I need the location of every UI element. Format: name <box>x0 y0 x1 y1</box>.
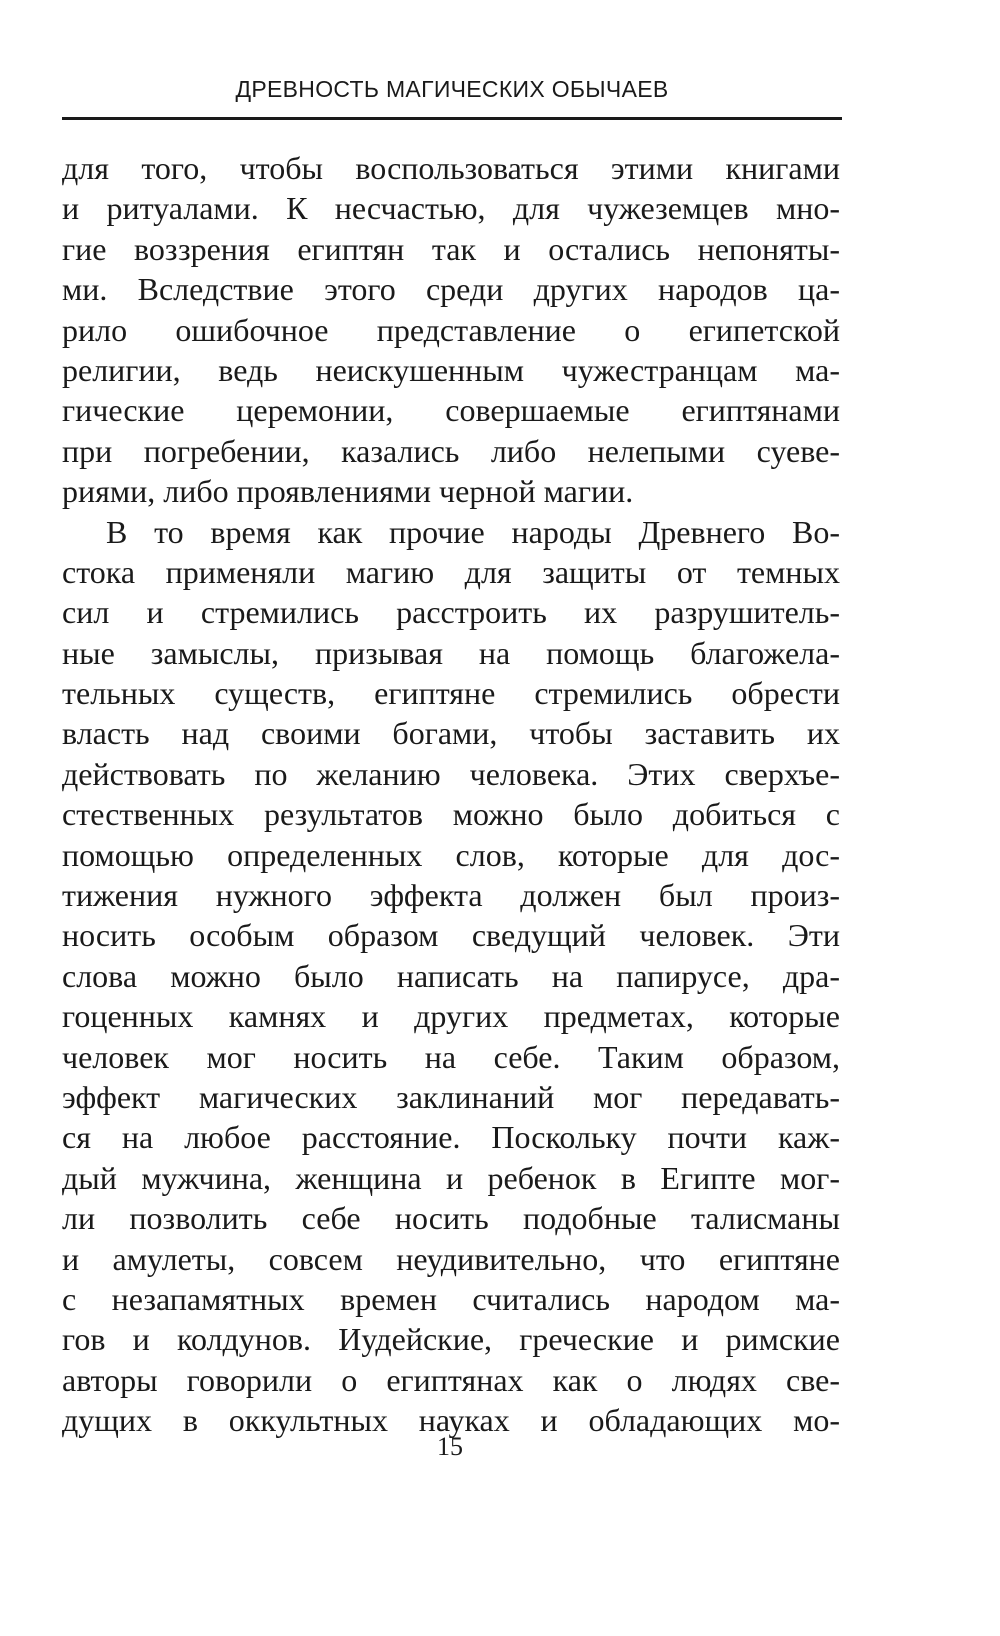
page-number: 15 <box>437 1432 463 1461</box>
text-line: слова можно было написать на папирусе, дра- <box>62 957 840 994</box>
text-line: человек мог носить на себе. Таким образом, <box>62 1038 840 1075</box>
body-text <box>62 148 840 1441</box>
text-line: носить особым образом сведущий человек. Эти <box>62 917 840 954</box>
text-line: ли позволить себе носить подобные талисманы <box>62 1200 840 1237</box>
text-line: рило ошибочное представление о египетской <box>62 311 840 348</box>
text-line: для того, чтобы воспользоваться этими книгами <box>62 150 840 186</box>
text-line: действовать по желанию человека. Этих сверхъе- <box>62 755 840 792</box>
text-line: стественных результатов можно было добиться с <box>62 796 840 833</box>
text-line: риями, либо проявлениями черной магии. <box>62 473 634 510</box>
text-line: дущих в оккультных науках и обладающих мо- <box>62 1402 840 1439</box>
text-line: В то время как прочие народы Древнего Во- <box>106 513 840 550</box>
text-line: гов и колдунов. Иудейские, греческие и римские <box>62 1321 840 1358</box>
text-line: сил и стремились расстроить их разрушитель- <box>62 594 840 631</box>
text-line: стока применяли магию для защиты от темных <box>62 553 840 590</box>
text-line: помощью определенных слов, которые для дос- <box>62 836 840 873</box>
text-line: тижения нужного эффекта должен был произ- <box>62 877 840 914</box>
text-line: ные замыслы, призывая на помощь благожела- <box>62 634 840 671</box>
text-line: эффект магических заклинаний мог передавать- <box>62 1078 840 1115</box>
text-line: и ритуалами. К несчастью, для чужеземцев мно- <box>62 190 840 227</box>
text-line: и амулеты, совсем неудивительно, что египтяне <box>62 1240 840 1277</box>
text-line: при погребении, казались либо нелепыми суеве- <box>62 432 840 469</box>
text-line: тельных существ, египтяне стремились обрести <box>62 675 840 712</box>
text-line: ми. Вследствие этого среди других народов ца- <box>62 271 840 308</box>
text-line: авторы говорили о египтянах как о людях све- <box>62 1361 840 1398</box>
text-line: религии, ведь неискушенным чужестранцам ма- <box>62 351 840 388</box>
text-line: ся на любое расстояние. Поскольку почти каж- <box>62 1119 840 1156</box>
text-line: с незапамятных времен считались народом ма- <box>62 1280 840 1317</box>
running-head: ДРЕВНОСТЬ МАГИЧЕСКИХ ОБЫЧАЕВ <box>235 76 669 102</box>
text-line: гоценных камнях и других предметах, которые <box>62 998 840 1035</box>
text-line: гие воззрения египтян так и остались непоняты- <box>62 230 840 267</box>
text-line: гические церемонии, совершаемые египтянами <box>62 392 840 429</box>
paragraph-2 <box>62 512 840 1441</box>
text-line: власть над своими богами, чтобы заставить их <box>62 715 840 752</box>
paragraph-1 <box>62 148 840 512</box>
header-rule <box>62 117 842 120</box>
text-line: дый мужчина, женщина и ребенок в Египте мог- <box>62 1159 840 1196</box>
